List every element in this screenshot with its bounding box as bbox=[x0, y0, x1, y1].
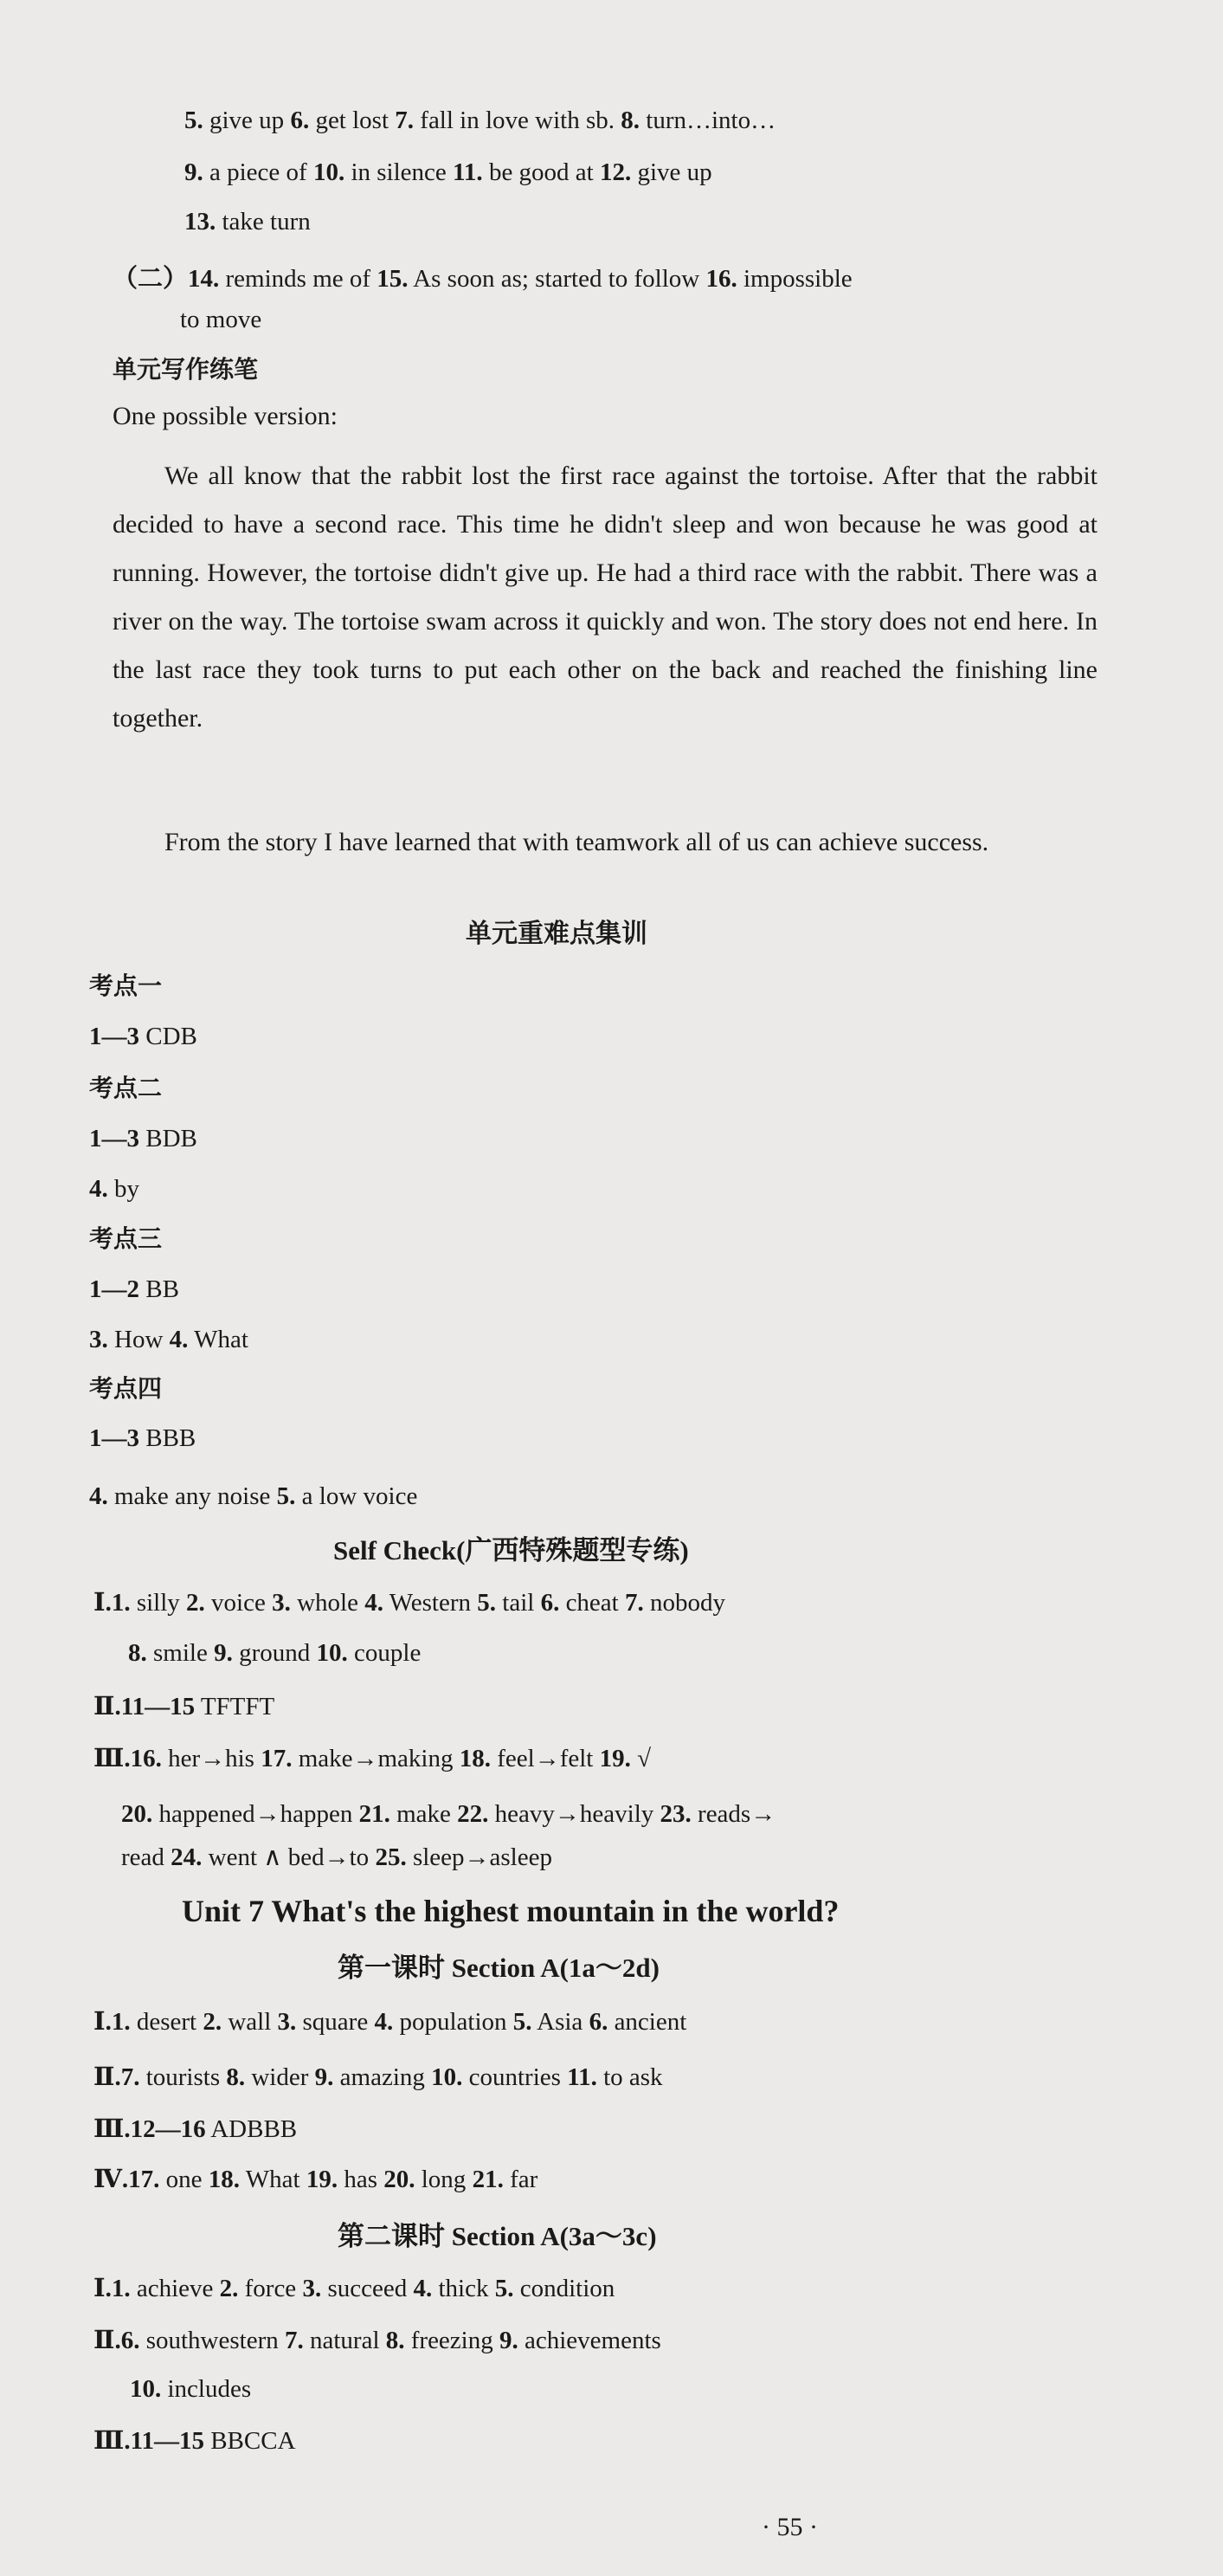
self-check-line-4: Ⅲ.16. her→his 17. make→making 18. feel→felt 19. √ bbox=[93, 1745, 652, 1772]
answer-line-1: 5. give up 6. get lost 7. fall in love with sb. 8. turn…into… bbox=[184, 107, 776, 134]
key-point-4-title: 考点四 bbox=[89, 1374, 163, 1403]
lesson-2-line-4: Ⅲ.11—15 BBCCA bbox=[93, 2427, 296, 2455]
key-point-2-title: 考点二 bbox=[89, 1074, 163, 1102]
answer-line-2: 9. a piece of 10. in silence 11. be good at 12. give up bbox=[184, 158, 712, 186]
key-point-3-line-1: 1—2 BB bbox=[89, 1275, 179, 1303]
key-point-1-title: 考点一 bbox=[89, 972, 163, 1000]
writing-intro: One possible version: bbox=[113, 402, 338, 430]
lesson-2-line-3: 10. includes bbox=[130, 2375, 252, 2403]
key-point-3-line-2: 3. How 4. What bbox=[89, 1326, 248, 1353]
answer-line-3: 13. take turn bbox=[184, 208, 311, 236]
lesson-2-line-2: Ⅱ.6. southwestern 7. natural 8. freezing 9. achievements bbox=[93, 2327, 661, 2354]
lesson-1-line-4: Ⅳ.17. one 18. What 19. has 20. long 21. far bbox=[93, 2166, 538, 2193]
lesson-1-heading: 第一课时 Section A(1a～2d) bbox=[338, 1953, 660, 1983]
key-point-4-line-2: 4. make any noise 5. a low voice bbox=[89, 1482, 418, 1510]
lesson-1-line-1: Ⅰ.1. desert 2. wall 3. square 4. population 5. Asia 6. ancient bbox=[93, 2008, 687, 2036]
lesson-1-line-2: Ⅱ.7. tourists 8. wider 9. amazing 10. countries 11. to ask bbox=[93, 2063, 663, 2091]
self-check-line-5: 20. happened→happen 21. make 22. heavy→heavily 23. reads→ bbox=[121, 1800, 776, 1828]
writing-paragraph-2: From the story I have learned that with teamwork all of us can achieve success. bbox=[164, 828, 989, 856]
key-point-2-line-1: 1—3 BDB bbox=[89, 1125, 197, 1152]
unit-7-title: Unit 7 What's the highest mountain in the world? bbox=[182, 1894, 840, 1928]
writing-heading: 单元写作练笔 bbox=[113, 355, 259, 384]
self-check-heading: Self Check(广西特殊题型专练) bbox=[333, 1535, 689, 1566]
key-point-1-line-1: 1—3 CDB bbox=[89, 1023, 197, 1050]
self-check-line-6: read 24. went ∧ bed→to 25. sleep→asleep bbox=[121, 1843, 552, 1871]
self-check-line-3: Ⅱ.11—15 TFTFT bbox=[93, 1693, 275, 1721]
self-check-line-2: 8. smile 9. ground 10. couple bbox=[128, 1639, 422, 1667]
lesson-2-heading: 第二课时 Section A(3a～3c) bbox=[338, 2221, 657, 2251]
answer-line-5: to move bbox=[180, 306, 262, 333]
answer-line-4: （二）14. reminds me of 15. As soon as; started to follow 16. impossible bbox=[113, 265, 853, 293]
writing-paragraph-1: We all know that the rabbit lost the first race against the tortoise. After that the rabbit decided to have a second race. This time he didn't sleep and won because he was good at running. However, the tortoise didn't give up. He had a third race with the rabbit. There was a river on the way. The tortoise swam across it quickly and won. The story does not end here. In the last race they took turns to put each other on the back and reached the finishing line together. bbox=[113, 462, 1097, 733]
lesson-2-line-1: Ⅰ.1. achieve 2. force 3. succeed 4. thick 5. condition bbox=[93, 2275, 615, 2302]
key-point-4-line-1: 1—3 BBB bbox=[89, 1424, 196, 1452]
page-number: · 55 · bbox=[762, 2513, 818, 2541]
key-point-2-line-2: 4. by bbox=[89, 1175, 139, 1203]
key-points-heading: 单元重难点集训 bbox=[466, 919, 647, 949]
key-point-3-title: 考点三 bbox=[89, 1224, 163, 1253]
self-check-line-1: Ⅰ.1. silly 2. voice 3. whole 4. Western 5. tail 6. cheat 7. nobody bbox=[93, 1589, 725, 1617]
lesson-1-line-3: Ⅲ.12—16 ADBBB bbox=[93, 2115, 298, 2143]
